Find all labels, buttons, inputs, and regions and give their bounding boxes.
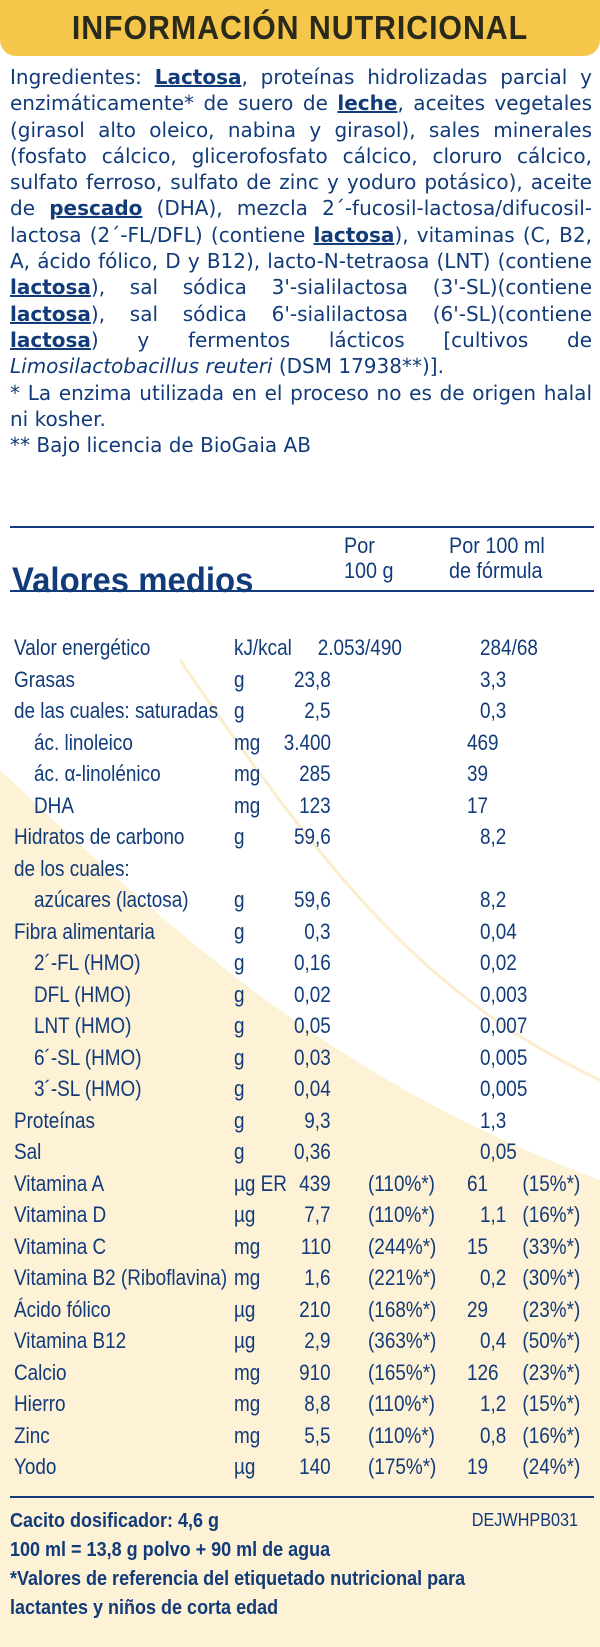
value-per-100ml: 284/68 xyxy=(480,635,538,660)
percent-per-100g: (244%*) xyxy=(368,1233,437,1259)
nutrition-row xyxy=(0,758,600,790)
value-per-100ml: 8,2 xyxy=(480,824,507,849)
column-header-100g: Por 100 g xyxy=(344,533,394,583)
percent-per-100g: (168%*) xyxy=(368,1296,437,1322)
nutrient-unit: µg xyxy=(234,1454,256,1479)
nutrient-label: Calcio xyxy=(14,1359,67,1385)
value-per-100ml: 0,007 xyxy=(480,1013,528,1038)
value-per-100g: 1,6 xyxy=(304,1265,331,1290)
value-per-100g: 110 xyxy=(300,1233,331,1259)
value-per-100g: 23,8 xyxy=(294,666,331,692)
nutrition-row xyxy=(0,1042,600,1074)
header-title: INFORMACIÓN NUTRICIONAL xyxy=(71,9,529,46)
nutrient-label: Grasas xyxy=(14,666,75,692)
nutrient-label: Hierro xyxy=(14,1391,66,1416)
nutrition-row xyxy=(0,853,600,885)
nutrition-row xyxy=(0,947,600,979)
value-per-100ml: 0,2 xyxy=(480,1265,507,1290)
nutrient-label: 6´-SL (HMO) xyxy=(34,1044,142,1070)
value-per-100ml: 1,2 xyxy=(480,1391,507,1416)
value-per-100ml: 1,3 xyxy=(480,1107,507,1133)
allergen-lactosa: lactosa xyxy=(10,275,91,300)
percent-per-100g: (110%*) xyxy=(368,1170,435,1196)
value-per-100g: 2.053/490 xyxy=(317,635,402,660)
header-bar xyxy=(0,0,600,56)
nutrient-label: Vitamina B12 xyxy=(14,1328,127,1353)
value-per-100g: 0,04 xyxy=(294,1076,331,1101)
value-per-100g: 910 xyxy=(299,1359,331,1385)
value-per-100ml: 0,04 xyxy=(480,918,517,944)
nutrition-row xyxy=(0,821,600,853)
nutrient-unit: mg xyxy=(234,1265,261,1290)
value-per-100g: 0,3 xyxy=(304,918,331,944)
nutrient-label: azúcares (lactosa) xyxy=(34,887,189,912)
divider xyxy=(10,590,594,592)
ingredients-text: Ingredientes: Lactosa, proteínas hidrolizadas parcial y enzimáticamente* de suero de leche, aceites vegetales (girasol alto oleico, nabina y girasol), sales minerales (fosfato cálcico, glicerofosfato cálcico, cloruro cálcico, sulfato ferroso, sulfato de zinc y yoduro potásico), aceite de pescado (DHA), mezcla 2´-fucosil-lactosa/difucosil-lactosa (2´-FL/DFL) (contiene lactosa), vitaminas (C, B2, A, ácido fólico, D y B12), lacto-N-tetraosa (LNT) (contiene lactosa), sal sódica 3'-sialilactosa (3'-SL)(contiene lactosa), sal sódica 6'-sialilactosa (6'-SL)(contiene lactosa) y fermentos lácticos [cultivos de Limosilactobacillus reuteri (DSM 17938**)]. xyxy=(10,65,592,379)
nutrition-row xyxy=(0,1010,600,1042)
value-per-100ml: 0,003 xyxy=(480,981,528,1007)
nutrient-unit: g xyxy=(234,1044,245,1070)
value-per-100g: 2,5 xyxy=(304,698,331,723)
value-per-100g: 285 xyxy=(299,761,331,786)
divider xyxy=(10,1496,594,1498)
nutrient-unit: g xyxy=(234,950,245,975)
nutrition-row xyxy=(0,790,600,822)
value-per-100g: 59,6 xyxy=(294,824,331,849)
allergen-pescado: pescado xyxy=(49,196,143,221)
percent-per-100g: (175%*) xyxy=(368,1454,437,1479)
nutrient-unit: µg xyxy=(234,1296,256,1322)
value-per-100ml: 0,3 xyxy=(480,698,507,723)
nutrient-label: Ácido fólico xyxy=(14,1296,111,1322)
value-per-100g: 5,5 xyxy=(304,1422,331,1448)
nutrient-label: Fibra alimentaria xyxy=(14,918,155,944)
value-per-100ml: 8,2 xyxy=(480,887,507,912)
ingredients-block xyxy=(10,64,592,458)
value-per-100g: 3.400 xyxy=(283,729,331,755)
nutrient-unit: kJ/kcal xyxy=(234,635,292,660)
license-note: ** Bajo licencia de BioGaia AB xyxy=(10,433,311,458)
nutrient-label: de las cuales: saturadas xyxy=(14,698,219,723)
percent-per-100g: (110%*) xyxy=(368,1422,435,1448)
value-per-100g: 0,03 xyxy=(294,1044,331,1070)
nutrient-unit: mg xyxy=(234,1391,261,1416)
nutrient-label: DFL (HMO) xyxy=(34,981,132,1007)
nutrient-unit: g xyxy=(234,1076,245,1101)
nutrient-unit: g xyxy=(234,698,245,723)
nutrient-label: ác. linoleico xyxy=(34,729,133,755)
nutrient-unit: mg xyxy=(234,761,261,786)
nutrient-label: 3´-SL (HMO) xyxy=(34,1076,142,1101)
nutrition-row xyxy=(0,695,600,727)
percent-per-100ml: (16%*) xyxy=(522,1422,580,1448)
nutrient-label: Valor energético xyxy=(14,635,151,660)
nutrition-row xyxy=(0,1325,600,1357)
value-per-100ml: 3,3 xyxy=(480,666,507,692)
percent-per-100ml: (50%*) xyxy=(522,1328,580,1353)
value-per-100ml: 0,005 xyxy=(480,1076,528,1101)
value-per-100g: 140 xyxy=(299,1454,331,1479)
value-per-100g: 0,05 xyxy=(294,1013,331,1038)
nutrient-unit: g xyxy=(234,981,245,1007)
nutrition-row xyxy=(0,1199,600,1231)
nutrient-unit: mg xyxy=(234,729,261,755)
nutrient-unit: g xyxy=(234,824,245,849)
percent-per-100ml: (33%*) xyxy=(522,1233,580,1259)
nutrition-row xyxy=(0,1231,600,1263)
nutrient-label: Zinc xyxy=(14,1422,50,1448)
value-per-100ml: 0,005 xyxy=(480,1044,528,1070)
value-per-100ml: 39 xyxy=(467,761,489,786)
nutrient-unit: µg xyxy=(234,1328,256,1353)
value-per-100g: 2,9 xyxy=(304,1328,331,1353)
scoop-text: Cacito dosificador: 4,6 g xyxy=(10,1510,220,1532)
nutrient-label: de los cuales: xyxy=(14,855,130,881)
nutrient-label: Sal xyxy=(14,1139,42,1164)
nutrition-row xyxy=(0,1357,600,1389)
nutrient-unit: g xyxy=(234,1107,245,1133)
nutrition-row xyxy=(0,632,600,664)
nutrient-label: Hidratos de carbono xyxy=(14,824,185,849)
value-per-100g: 9,3 xyxy=(304,1107,331,1133)
nutrition-row xyxy=(0,1451,600,1483)
nutrient-unit: mg xyxy=(234,1233,261,1259)
footer xyxy=(10,1507,594,1623)
nutrition-row xyxy=(0,884,600,916)
nutrient-unit: g xyxy=(234,666,245,692)
allergen-lactosa: lactosa xyxy=(313,222,395,247)
value-per-100ml: 0,4 xyxy=(480,1328,507,1353)
nutrient-unit: g xyxy=(234,1139,245,1164)
nutrient-label: Vitamina A xyxy=(14,1170,105,1196)
allergen-lactosa: Lactosa xyxy=(154,65,242,89)
percent-per-100g: (221%*) xyxy=(368,1265,437,1290)
nutrition-row xyxy=(0,916,600,948)
percent-per-100g: (363%*) xyxy=(368,1328,437,1353)
nutrient-label: LNT (HMO) xyxy=(34,1013,132,1038)
value-per-100g: 210 xyxy=(299,1296,331,1322)
nutrition-row xyxy=(0,1388,600,1420)
nutrition-row xyxy=(0,1420,600,1452)
percent-per-100ml: (15%*) xyxy=(522,1391,580,1416)
nutrition-row xyxy=(0,664,600,696)
species-name: Limosilactobacillus reuteri xyxy=(10,354,273,379)
nutrition-row xyxy=(0,1262,600,1294)
nutrient-unit: mg xyxy=(234,792,261,818)
percent-per-100g: (165%*) xyxy=(368,1359,437,1385)
nutrient-label: 2´-FL (HMO) xyxy=(34,950,141,975)
value-per-100ml: 0,02 xyxy=(480,950,517,975)
value-per-100g: 439 xyxy=(299,1170,331,1196)
nutrient-label: Yodo xyxy=(14,1454,57,1479)
value-per-100g: 7,7 xyxy=(304,1202,331,1227)
nutrient-unit: g xyxy=(234,1013,245,1038)
percent-per-100ml: (15%*) xyxy=(522,1170,580,1196)
nutrition-row xyxy=(0,1073,600,1105)
percent-per-100ml: (16%*) xyxy=(522,1202,580,1227)
nutrient-label: Proteínas xyxy=(14,1107,95,1133)
reference-text-2: lactantes y niños de corta edad xyxy=(10,1597,279,1619)
value-per-100ml: 469 xyxy=(467,729,499,755)
value-per-100ml: 15 xyxy=(467,1233,489,1259)
nutrition-row xyxy=(0,979,600,1011)
value-per-100g: 59,6 xyxy=(294,887,331,912)
value-per-100ml: 126 xyxy=(467,1359,499,1385)
nutrition-row xyxy=(0,727,600,759)
nutrition-row xyxy=(0,1294,600,1326)
nutrient-unit: mg xyxy=(234,1359,261,1385)
nutrition-row xyxy=(0,1168,600,1200)
values-title: Valores medios xyxy=(12,561,254,600)
allergen-lactosa: lactosa xyxy=(10,301,91,326)
value-per-100ml: 0,05 xyxy=(480,1139,517,1164)
divider xyxy=(10,526,594,528)
value-per-100g: 123 xyxy=(299,792,331,818)
product-code: DEJWHPB031 xyxy=(471,1510,578,1530)
reference-text-1: *Valores de referencia del etiquetado nutricional para xyxy=(10,1568,466,1590)
nutrient-label: DHA xyxy=(34,792,74,818)
value-per-100ml: 0,8 xyxy=(480,1422,507,1448)
nutrient-unit: g xyxy=(234,887,245,912)
nutrient-label: Vitamina C xyxy=(14,1233,107,1259)
allergen-leche: leche xyxy=(337,91,398,116)
nutrient-unit: mg xyxy=(234,1422,261,1448)
value-per-100ml: 19 xyxy=(467,1454,489,1479)
column-header-100ml: Por 100 ml de fórmula xyxy=(449,533,545,583)
value-per-100g: 8,8 xyxy=(304,1391,331,1416)
nutrient-label: Vitamina B2 (Riboflavina) xyxy=(14,1265,228,1290)
nutrient-unit: µg ER xyxy=(234,1170,287,1196)
percent-per-100ml: (24%*) xyxy=(522,1454,580,1479)
value-per-100g: 0,36 xyxy=(294,1139,331,1164)
value-per-100ml: 1,1 xyxy=(480,1202,507,1227)
allergen-lactosa: lactosa xyxy=(10,327,91,352)
nutrition-row xyxy=(0,1136,600,1168)
value-per-100ml: 29 xyxy=(467,1296,489,1322)
nutrient-label: Vitamina D xyxy=(14,1202,107,1227)
halal-note: * La enzima utilizada en el proceso no es de origen halal ni kosher. xyxy=(10,380,592,431)
nutrient-label: ác. α-linolénico xyxy=(34,761,161,786)
nutrient-unit: µg xyxy=(234,1202,256,1227)
mix-text: 100 ml = 13,8 g polvo + 90 ml de agua xyxy=(10,1539,331,1561)
percent-per-100ml: (30%*) xyxy=(522,1265,580,1290)
percent-per-100g: (110%*) xyxy=(368,1202,435,1227)
nutrition-row xyxy=(0,1105,600,1137)
nutrition-table xyxy=(0,632,600,1483)
value-per-100ml: 61 xyxy=(467,1170,489,1196)
value-per-100g: 0,02 xyxy=(294,981,331,1007)
percent-per-100ml: (23%*) xyxy=(522,1359,580,1385)
nutrient-unit: g xyxy=(234,918,245,944)
value-per-100ml: 17 xyxy=(467,792,489,818)
value-per-100g: 0,16 xyxy=(294,950,331,975)
percent-per-100g: (110%*) xyxy=(368,1391,435,1416)
percent-per-100ml: (23%*) xyxy=(522,1296,580,1322)
